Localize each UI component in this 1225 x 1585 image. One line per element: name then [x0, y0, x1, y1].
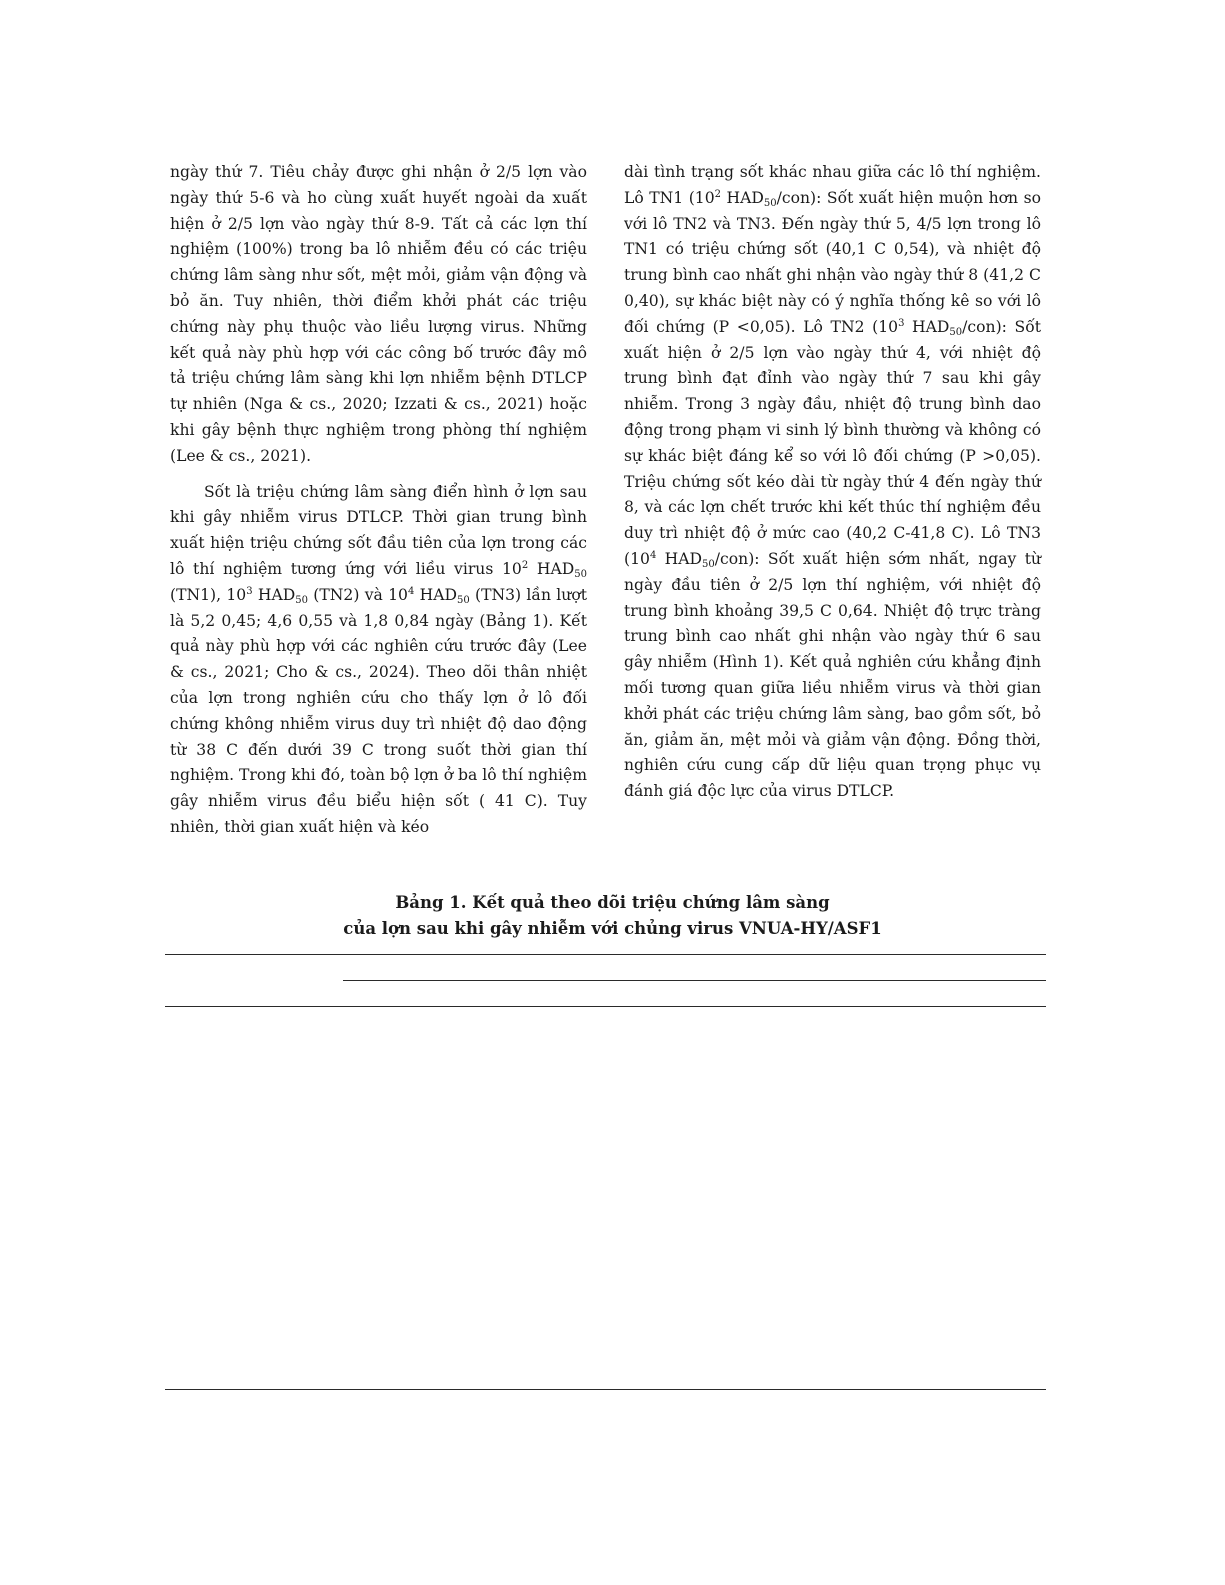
table-top-rule — [165, 954, 1046, 955]
table-caption-subtitle: của lợn sau khi gây nhiễm với chủng virus VNUA-HY/ASF1 — [343, 919, 882, 938]
table-caption-title: Bảng 1. Kết quả theo dõi triệu chứng lâm sàng — [395, 893, 830, 912]
left-text-column — [170, 160, 587, 841]
paragraph-1: ngày thứ 7. Tiêu chảy được ghi nhận ở 2/5 lợn vào ngày thứ 5-6 và ho cùng xuất huyết ngoài da xuất hiện ở 2/5 lợn vào ngày thứ 8-9. Tất cả các lợn thí nghiệm (100%) trong ba lô nhiễm đều có các triệu chứng lâm sàng như sốt, mệt mỏi, giảm vận động và bỏ ăn. Tuy nhiên, thời điểm khởi phát các triệu chứng này phụ thuộc vào liều lượng virus. Những kết quả này phù hợp với các công bố trước đây mô tả triệu chứng lâm sàng khi lợn nhiễm bệnh DTLCP tự nhiên (Nga & cs., 2020; Izzati & cs., 2021) hoặc khi gây bệnh thực nghiệm trong phòng thí nghiệm (Lee & cs., 2021). — [170, 163, 587, 465]
table-header-group-rule — [343, 980, 1046, 981]
paragraph-2: Sốt là triệu chứng lâm sàng điển hình ở lợn sau khi gây nhiễm virus DTLCP. Thời gian trung bình xuất hiện triệu chứng sốt đầu tiên của lợn trong các lô thí nghiệm tương ứng với liều virus $10^2$ $HAD_{50}$ (TN1), $10^3$ $HAD_{50}$ (TN2) và $10^4$ $HAD_{50}$ (TN3) lần lượt là 5,2 0,45; 4,6 0,55 và 1,8 0,84 ngày (Bảng 1). Kết quả này phù hợp với các nghiên cứu trước đây (Lee & cs., 2021; Cho & cs., 2024). Theo dõi thân nhiệt của lợn trong nghiên cứu cho thấy lợn ở lô đối chứng không nhiễm virus duy trì nhiệt độ dao động từ 38 C đến dưới 39 C trong suốt thời gian thí nghiệm. Trong khi đó, toàn bộ lợn ở ba lô thí nghiệm gây nhiễm virus đều biểu hiện sốt ( 41 C). Tuy nhiên, thời gian xuất hiện và kéo — [170, 482, 588, 836]
right-text-column — [624, 160, 1041, 805]
paragraph-3: dài tình trạng sốt khác nhau giữa các lô thí nghiệm. Lô TN1 ($10^2$ $HAD_{50}/con$): Sốt xuất hiện muộn hơn so với lô TN2 và TN3. Đến ngày thứ 5, 4/5 lợn trong lô TN1 có triệu chứng sốt (40,1 C 0,54), và nhiệt độ trung bình cao nhất ghi nhận vào ngày thứ 8 (41,2 C 0,40), sự khác biệt này có ý nghĩa thống kê so với lô đối chứng (P <0,05). Lô TN2 ($10^3$ $HAD_{50}/con$): Sốt xuất hiện ở 2/5 lợn vào ngày thứ 4, với nhiệt độ trung bình đạt đỉnh vào ngày thứ 7 sau khi gây nhiễm. Trong 3 ngày đầu, nhiệt độ trung bình dao động trong phạm vi sinh lý bình thường và không có sự khác biệt đáng kể so với lô đối chứng (P >0,05). Triệu chứng sốt kéo dài từ ngày thứ 4 đến ngày thứ 8, và các lợn chết trước khi kết thúc thí nghiệm đều duy trì nhiệt độ ở mức cao (40,2 C-41,8 C). Lô TN3 ($10^4$ $HAD_{50}/con$): Sốt xuất hiện sớm nhất, ngay từ ngày đầu tiên ở 2/5 lợn thí nghiệm, với nhiệt độ trung bình khoảng 39,5 C 0,64. Nhiệt độ trực tràng trung bình cao nhất ghi nhận vào ngày thứ 6 sau gây nhiễm (Hình 1). Kết quả nghiên cứu khẳng định mối tương quan giữa liều nhiễm virus và thời gian khởi phát các triệu chứng lâm sàng, bao gồm sốt, bỏ ăn, giảm ăn, mệt mỏi và giảm vận động. Đồng thời, nghiên cứu cung cấp dữ liệu quan trọng phục vụ đánh giá độc lực của virus DTLCP. — [624, 163, 1042, 801]
table-body — [165, 1007, 1046, 1387]
table-bottom-rule — [165, 1389, 1046, 1390]
